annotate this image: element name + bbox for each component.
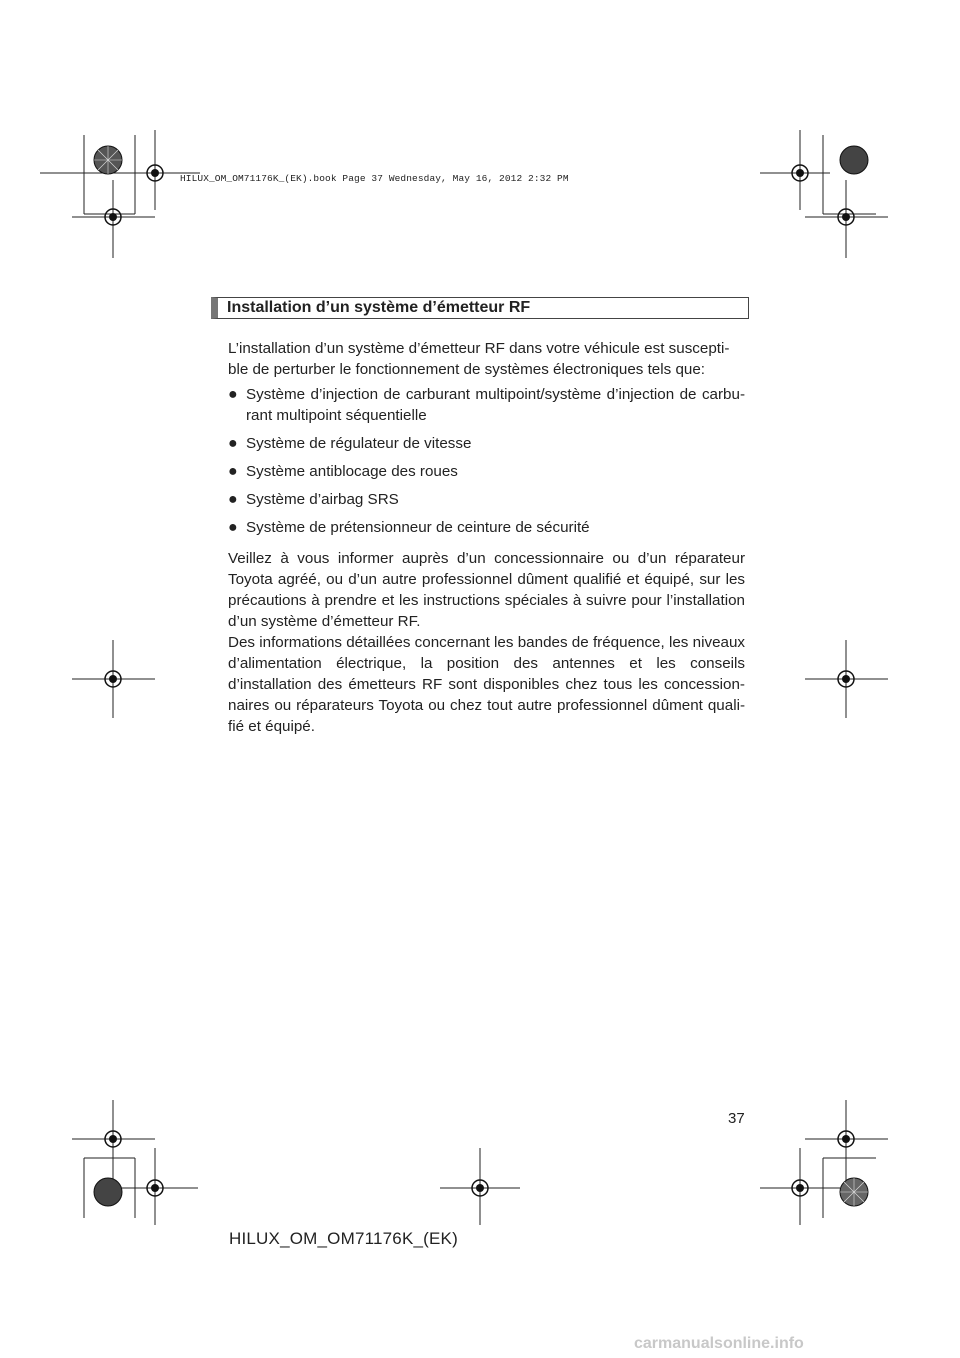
- bullet-icon: ●: [228, 386, 238, 403]
- paragraph-dealer-advice: Veillez à vous informer auprès d’un concessionnaire ou d’un réparateur Toyota agréé, ou d’un autre professionnel dûment qualifié et équipé, sur les précautions à prendre et les instructions spéciales à suivre pour l’installation d’un système d’émetteur RF.: [228, 550, 745, 630]
- bullet-icon: ●: [228, 491, 238, 508]
- document-code: HILUX_OM_OM71176K_(EK): [229, 1229, 458, 1248]
- intro-line-2: ble de perturber le fonctionnement de systèmes électroniques tels que:: [228, 361, 705, 378]
- bullet-item: [228, 489, 745, 510]
- bullet-text: Système d’injection de carburant multipoint/système d’injection de carbu-rant multipoint séquentielle: [246, 386, 745, 424]
- paragraph-rf-details: Des informations détaillées concernant les bandes de fréquence, les niveaux d’alimentation électrique, la position des antennes et les conseils d’installation des émetteurs RF sont disponibles chez tous les concession-naires ou réparateurs Toyota ou chez tout autre professionnel dûment quali-fié et équipé.: [228, 634, 745, 735]
- bullet-text: Système antiblocage des roues: [246, 463, 458, 480]
- page-number: 37: [728, 1110, 745, 1127]
- bullet-item: [228, 384, 745, 426]
- section-title: Installation d’un système d’émetteur RF: [211, 297, 749, 319]
- watermark-text: carmanualsonline.info: [634, 1335, 804, 1352]
- print-header-info: HILUX_OM_OM71176K_(EK).book Page 37 Wednesday, May 16, 2012 2:32 PM: [180, 173, 569, 184]
- intro-line-1: L’installation d’un système d’émetteur RF dans votre véhicule est suscepti-: [228, 340, 730, 357]
- bullet-icon: ●: [228, 519, 238, 536]
- bullet-text: Système d’airbag SRS: [246, 491, 399, 508]
- bullet-text: Système de régulateur de vitesse: [246, 435, 472, 452]
- bullet-item: [228, 517, 745, 538]
- bullet-text: Système de prétensionneur de ceinture de sécurité: [246, 519, 590, 536]
- bullet-item: [228, 433, 745, 454]
- bullet-icon: ●: [228, 463, 238, 480]
- bullet-item: [228, 461, 745, 482]
- bullet-icon: ●: [228, 435, 238, 452]
